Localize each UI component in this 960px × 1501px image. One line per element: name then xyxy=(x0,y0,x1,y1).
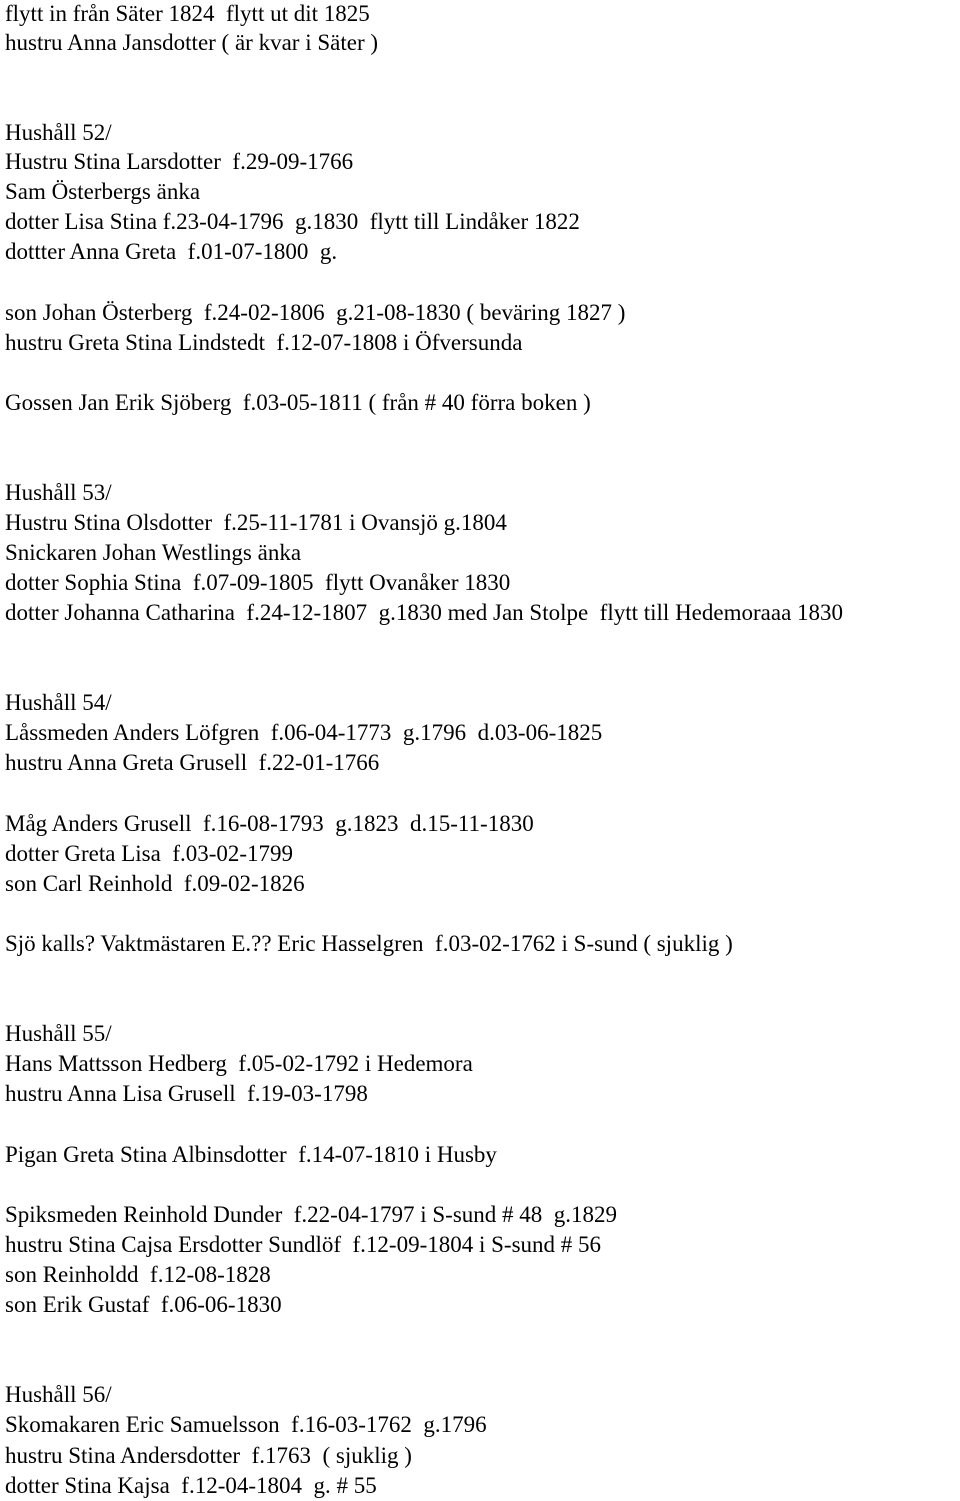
text-line: dotter Stina Kajsa f.12-04-1804 g. # 55 xyxy=(5,1473,377,1498)
text-line: dottter Anna Greta f.01-07-1800 g. xyxy=(5,239,338,264)
text-line: hustru Anna Jansdotter ( är kvar i Säter ) xyxy=(5,30,379,55)
text-line: son Erik Gustaf f.06-06-1830 xyxy=(5,1292,282,1317)
household-heading: Hushåll 54/ xyxy=(5,690,112,715)
household-heading: Hushåll 56/ xyxy=(5,1382,112,1407)
text-line: Pigan Greta Stina Albinsdotter f.14-07-1810 i Husby xyxy=(5,1142,497,1167)
text-line: flytt in från Säter 1824 flytt ut dit 1825 xyxy=(5,1,370,26)
text-line: Hustru Stina Olsdotter f.25-11-1781 i Ovansjö g.1804 xyxy=(5,510,507,535)
text-line: Snickaren Johan Westlings änka xyxy=(5,540,302,565)
text-line: Hustru Stina Larsdotter f.29-09-1766 xyxy=(5,149,354,174)
text-line: Sam Österbergs änka xyxy=(5,179,201,204)
text-line: Gossen Jan Erik Sjöberg f.03-05-1811 ( från # 40 förra boken ) xyxy=(5,390,591,415)
text-line: son Reinholdd f.12-08-1828 xyxy=(5,1262,271,1287)
text-line: Skomakaren Eric Samuelsson f.16-03-1762 g.1796 xyxy=(5,1412,487,1437)
household-heading: Hushåll 55/ xyxy=(5,1021,112,1046)
text-line: dotter Greta Lisa f.03-02-1799 xyxy=(5,841,294,866)
household-heading: Hushåll 52/ xyxy=(5,120,112,145)
text-line: dotter Sophia Stina f.07-09-1805 flytt Ovanåker 1830 xyxy=(5,570,511,595)
text-line: hustru Anna Lisa Grusell f.19-03-1798 xyxy=(5,1081,368,1106)
text-line: Hans Mattsson Hedberg f.05-02-1792 i Hedemora xyxy=(5,1051,473,1076)
text-line: hustru Greta Stina Lindstedt f.12-07-1808 i Öfversunda xyxy=(5,330,523,355)
text-line: Sjö kalls? Vaktmästaren E.?? Eric Hasselgren f.03-02-1762 i S-sund ( sjuklig ) xyxy=(5,931,733,956)
text-line: hustru Stina Cajsa Ersdotter Sundlöf f.12-09-1804 i S-sund # 56 xyxy=(5,1232,602,1257)
text-line: hustru Stina Andersdotter f.1763 ( sjuklig ) xyxy=(5,1443,412,1468)
text-line: Låssmeden Anders Löfgren f.06-04-1773 g.1796 d.03-06-1825 xyxy=(5,720,603,745)
text-line: Måg Anders Grusell f.16-08-1793 g.1823 d.15-11-1830 xyxy=(5,811,534,836)
text-line: dotter Lisa Stina f.23-04-1796 g.1830 flytt till Lindåker 1822 xyxy=(5,209,580,234)
text-line: Spiksmeden Reinhold Dunder f.22-04-1797 i S-sund # 48 g.1829 xyxy=(5,1202,618,1227)
text-line: dotter Johanna Catharina f.24-12-1807 g.1830 med Jan Stolpe flytt till Hedemoraaa 1830 xyxy=(5,600,844,625)
text-line: son Carl Reinhold f.09-02-1826 xyxy=(5,871,305,896)
text-line: hustru Anna Greta Grusell f.22-01-1766 xyxy=(5,750,380,775)
text-line: son Johan Österberg f.24-02-1806 g.21-08-1830 ( beväring 1827 ) xyxy=(5,300,626,325)
household-heading: Hushåll 53/ xyxy=(5,480,112,505)
